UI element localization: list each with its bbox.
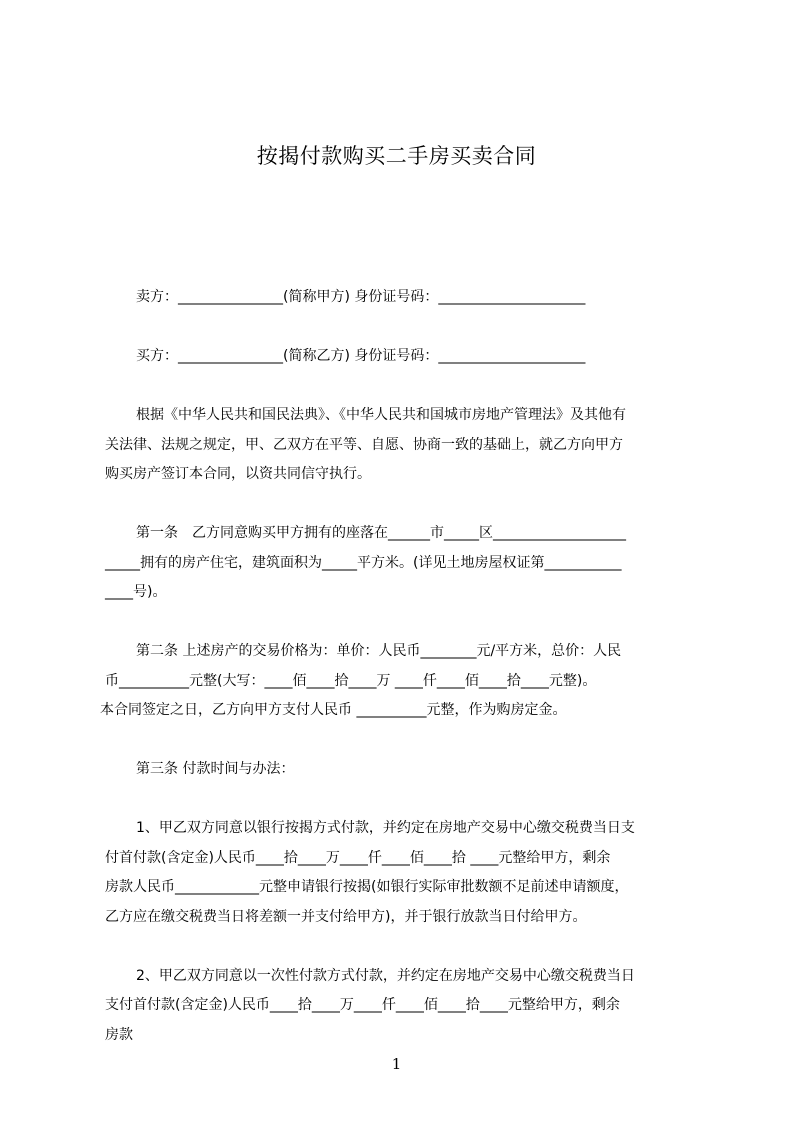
article-2	[100, 637, 706, 726]
document-title: 按揭付款购买二手房买卖合同	[256, 144, 537, 168]
article-1	[100, 519, 706, 608]
document-body	[100, 283, 706, 1050]
page-number: 1	[391, 1055, 402, 1073]
preamble-paragraph	[100, 401, 706, 490]
clause-1-line: 房款人民币____________元整申请银行按揭(如银行实际审批数额不足前述申请额度，	[105, 879, 629, 895]
article-1-line: _____拥有的房产住宅，建筑面积为_____平方米。(详见土地房屋权证第___________	[105, 554, 622, 571]
article-2-line: 币__________元整(大写：____佰____拾____万 ____仟____佰____拾____元整)。	[105, 672, 597, 689]
article-2-line: 第二条 上述房产的交易价格为：单价：人民币________元/平方米，总价：人民	[136, 643, 622, 659]
preamble-line: 关法律、法规之规定，甲、乙双方在平等、自愿、协商一致的基础上，就乙方向甲方	[105, 436, 623, 453]
article-1-line: ____号)。	[105, 584, 167, 600]
article-1-line: 第一条 乙方同意购买甲方拥有的座落在______市_____区___________________	[136, 525, 626, 541]
clause-1-line: 付首付款(含定金)人民币____拾____万____仟____佰____拾 ____元整给甲方，剩余	[105, 849, 611, 866]
article-2-line: 本合同签定之日，乙方向甲方支付人民币 __________元整，作为购房定金。	[100, 702, 567, 718]
article-3-clause-2	[100, 962, 706, 1051]
clause-1-line: 1、甲乙双方同意以银行按揭方式付款，并约定在房地产交易中心缴交税费当日支	[136, 820, 635, 836]
preamble-line: 购买房产签订本合同，以资共同信守执行。	[105, 466, 371, 482]
article-3-clause-1	[100, 814, 706, 932]
seller-line: 卖方：_______________(简称甲方) 身份证号码：_____________________	[136, 289, 586, 305]
clause-1-line: 乙方应在缴交税费当日将差额一并支付给甲方)，并于银行放款当日付给甲方。	[105, 908, 587, 925]
buyer-line: 买方：_______________(简称乙方) 身份证号码：_____________________	[136, 348, 586, 364]
clause-2-line: 2、甲乙双方同意以一次性付款方式付款，并约定在房地产交易中心缴交税费当日	[136, 967, 635, 984]
preamble-line: 根据《中华人民共和国民法典》、《中华人民共和国城市房地产管理法》及其他有	[136, 407, 626, 423]
clause-2-line: 支付首付款(含定金)人民币____拾____万____仟____佰____拾____元整给甲方，剩余	[105, 997, 620, 1013]
clause-2-line: 房款	[105, 1026, 133, 1043]
article-3-heading: 第三条 付款时间与办法：	[136, 761, 295, 777]
